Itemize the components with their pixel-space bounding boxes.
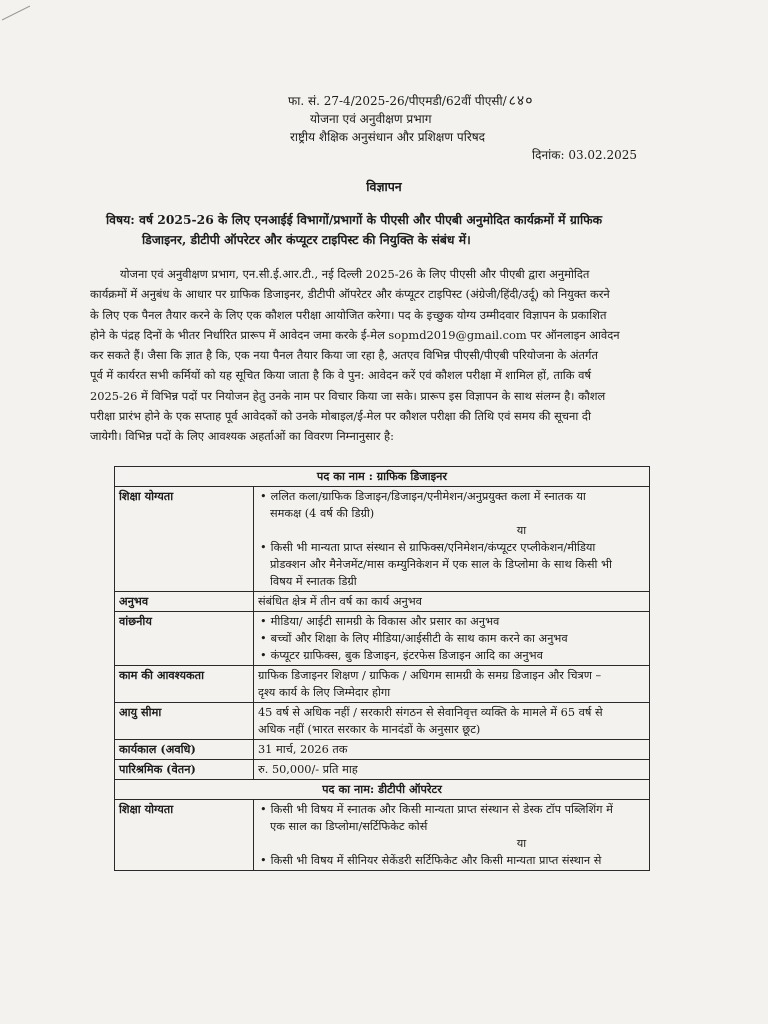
graphic-designer-heading: पद का नाम : ग्राफिक डिजाइनर (115, 467, 650, 487)
education-value (254, 487, 650, 592)
table-row (115, 740, 650, 760)
body-line: योजना एवं अनुवीक्षण प्रभाग, एन.सी.ई.आर.टी., नई दिल्ली 2025-26 के लिए पीएसी और पीएबी द्वारा अनुमोदित (120, 267, 590, 281)
remuneration-value: रु. 50,000/- प्रति माह (254, 760, 650, 780)
file-reference (288, 92, 588, 110)
experience-value: संबंधित क्षेत्र में तीन वर्ष का कार्य अनुभव (254, 592, 650, 612)
body-paragraph (90, 264, 660, 447)
list-item: • मीडिया/ आईटी सामग्री के विकास और प्रसार का अनुभव (258, 613, 645, 630)
body-line: होने के पंद्रह दिनों के भीतर निर्धारित प्रारूप में आवेदन जमा करके ई-मेल sopmd2019@gmail.com पर ऑनलाइन आवेदन (90, 327, 620, 342)
list-item: • किसी भी मान्यता प्राप्त संस्थान से ग्राफिक्स/एनिमेशन/कंप्यूटर एप्लीकेशन/मीडिया प्रोडक्शन और मैनेजमेंट/मास कम्युनिकेशन में एक साल के डिप्लोमा के साथ किसी भी विषय में स्नातक डिग्री (258, 539, 645, 590)
or-separator: या (516, 837, 527, 850)
job-requirement-value: ग्राफिक डिजाइनर शिक्षण / ग्राफिक / अधिगम सामग्री के समग्र डिजाइन और चित्रण – दृश्य कार्य के लिए जिम्मेदार होगा (254, 666, 650, 703)
list-item: • बच्चों और शिक्षा के लिए मीडिया/आईसीटी के साथ काम करने का अनुभव (258, 630, 645, 647)
letter-header (288, 92, 588, 146)
or-separator: या (516, 524, 527, 537)
department-name: योजना एवं अनुवीक्षण प्रभाग (310, 112, 432, 126)
body-line: पूर्व में कार्यरत सभी कर्मियों को यह सूचित किया जाता है कि वे पुन: आवेदन करें एवं कौशल परीक्षा में शामिल हों, ताकि वर्ष (90, 368, 592, 383)
list-item: • ललित कला/ग्राफिक डिजाइन/डिजाइन/एनीमेशन/अनुप्रयुक्त कला में स्नातक या समकक्ष (4 वर्ष की डिग्री) (258, 488, 645, 522)
letter-date: दिनांक: 03.02.2025 (532, 148, 638, 162)
list-item: • किसी भी विषय में सीनियर सेकेंडरी सर्टिफिकेट और किसी मान्यता प्राप्त संस्थान से (258, 852, 645, 869)
file-reference-printed: फा. सं. 27-4/2025-26/पीएमडी/62वीं पीएसी/ (288, 94, 507, 108)
table-row (115, 760, 650, 780)
subject-line (106, 210, 658, 250)
dtp-operator-heading: पद का नाम: डीटीपी ऑपरेटर (115, 780, 650, 800)
tenure-value: 31 मार्च, 2026 तक (254, 740, 650, 760)
qualifications-table (114, 466, 650, 871)
table-row (115, 467, 650, 487)
education-label: शिक्षा योग्यता (115, 487, 254, 592)
body-line: परीक्षा प्रारंभ होने के एक सप्ताह पूर्व आवेदकों को उनके मोबाइल/ई-मेल पर कौशल परीक्षा की तिथि एवं समय की सूचना दी (90, 409, 591, 424)
body-line: कार्यक्रमों में अनुबंध के आधार पर ग्राफिक डिजाइनर, डीटीपी ऑपरेटर और कंप्यूटर टाइपिस्ट (अंग्रेजी/हिंदी/उर्दू) को नियुक्त करने (90, 287, 610, 302)
job-requirement-label: काम की आवश्यकता (115, 666, 254, 703)
body-line: 2025-26 में विभिन्न पदों पर नियोजन हेतु उनके नाम पर विचार किया जा सके। प्रारूप इस विज्ञापन के साथ संलग्न है। कौशल (90, 388, 606, 403)
age-limit-label: आयु सीमा (115, 703, 254, 740)
desirable-label: वांछनीय (115, 612, 254, 666)
body-line: के लिए एक पैनल तैयार करने के लिए एक कौशल परीक्षा आयोजित करेगा। पद के इच्छुक योग्य उम्मीदवार विज्ञापन के प्रकाशित (90, 307, 607, 322)
education-label: शिक्षा योग्यता (115, 800, 254, 871)
table-row (115, 703, 650, 740)
council-name: राष्ट्रीय शैक्षिक अनुसंधान और प्रशिक्षण परिषद (290, 130, 486, 144)
subject-line-1: विषय: वर्ष 2025-26 के लिए एनआईई विभागों/प्रभागों के पीएसी और पीएबी अनुमोदित कार्यक्रमों में ग्राफिक (106, 212, 603, 227)
table-row (115, 592, 650, 612)
education-value (254, 800, 650, 871)
body-line: जायेगी। विभिन्न पदों के लिए आवश्यक अहर्ताओं का विवरण निम्नानुसार है: (90, 429, 394, 444)
remuneration-label: पारिश्रमिक (वेतन) (115, 760, 254, 780)
table-row (115, 666, 650, 703)
subject-line-2: डिजाइनर, डीटीपी ऑपरेटर और कंप्यूटर टाइपिस्ट की नियुक्ति के संबंध में। (142, 232, 471, 247)
table-row (115, 800, 650, 871)
scan-corner-mark (0, 0, 40, 24)
desirable-value (254, 612, 650, 666)
table-row (115, 487, 650, 592)
advertisement-title: विज्ञापन (366, 179, 402, 194)
body-line: कर सकते हैं। जैसा कि ज्ञात है कि, एक नया पैनल तैयार किया जा रहा है, अतएव विभिन्न पीएसी/पीएबी परियोजना के अंतर्गत (90, 348, 598, 363)
file-reference-handwritten-number: ८४० (508, 93, 534, 109)
list-item: • किसी भी विषय में स्नातक और किसी मान्यता प्राप्त संस्थान से डेस्क टॉप पब्लिशिंग में एक साल का डिप्लोमा/सर्टिफिकेट कोर्स (258, 801, 645, 835)
table-row (115, 612, 650, 666)
tenure-label: कार्यकाल (अवधि) (115, 740, 254, 760)
age-limit-value: 45 वर्ष से अधिक नहीं / सरकारी संगठन से सेवानिवृत्त व्यक्ति के मामले में 65 वर्ष से अधिक नहीं (भारत सरकार के मानदंडों के अनुसार छूट) (254, 703, 650, 740)
experience-label: अनुभव (115, 592, 254, 612)
list-item: • कंप्यूटर ग्राफिक्स, बुक डिजाइन, इंटरफेस डिजाइन आदि का अनुभव (258, 647, 645, 664)
table-row (115, 780, 650, 800)
